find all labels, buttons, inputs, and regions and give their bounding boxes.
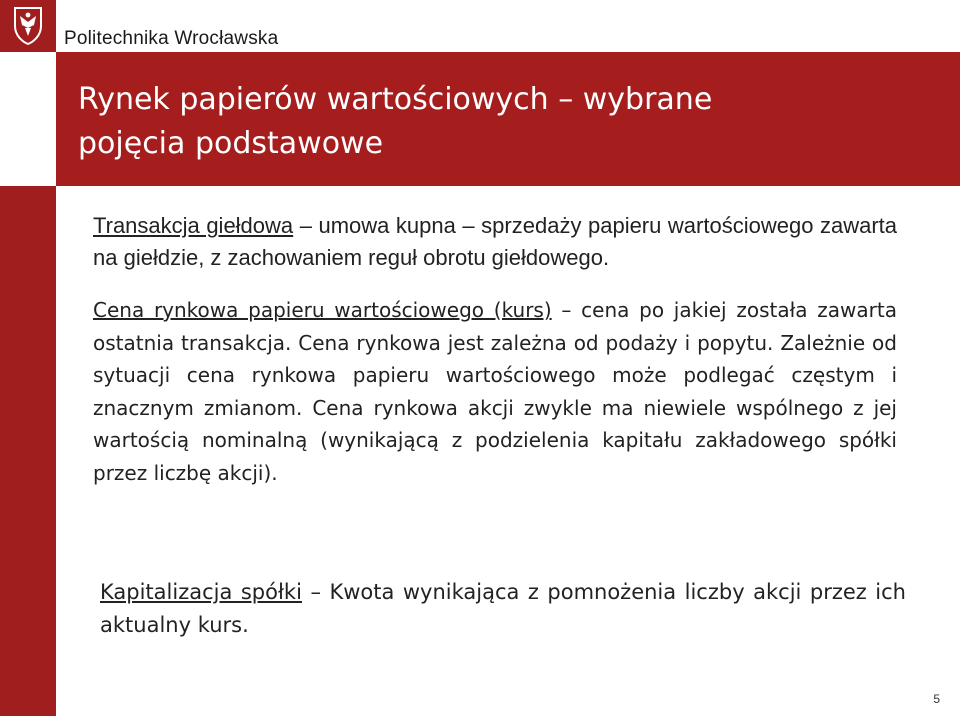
left-decorative-band	[0, 186, 56, 716]
definition-text: – Kwota wynikająca z pomnożenia liczby akcji przez ich aktualny kurs.	[100, 580, 906, 637]
definition-term: Kapitalizacja spółki	[100, 580, 302, 604]
slide-title-line-1: Rynek papierów wartościowych – wybrane	[78, 82, 713, 117]
university-logo	[0, 0, 56, 52]
brand-name: Politechnika Wrocławska	[64, 28, 279, 49]
definition-text: – umowa kupna – sprzedaży papieru wartościowego zawarta na giełdzie, z zachowaniem reguł obrotu giełdowego.	[93, 213, 897, 270]
title-banner	[56, 52, 960, 186]
definition-paragraph	[100, 576, 906, 642]
slide-title	[78, 78, 712, 166]
definition-term: Transakcja giełdowa	[93, 213, 294, 238]
definition-paragraph	[93, 294, 897, 489]
definition-paragraph	[93, 210, 897, 274]
definition-text: – cena po jakiej została zawarta ostatnia transakcja. Cena rynkowa jest zależna od podaży i popytu. Zależnie od sytuacji cena rynkowa papieru wartościowego może podlegać częstym i znacznym zmianom. Cena rynkowa akcji zwykle ma niewiele wspólnego z jej wartością nominalną (wynikającą z podzielenia kapitału zakładowego spółki przez liczbę akcji).	[93, 298, 897, 485]
page-number: 5	[933, 692, 940, 706]
slide-content	[93, 210, 897, 489]
definition-term: Cena rynkowa papieru wartościowego (kurs)	[93, 298, 552, 322]
eagle-crest-icon	[11, 6, 45, 46]
slide-title-line-2: pojęcia podstawowe	[78, 126, 384, 161]
